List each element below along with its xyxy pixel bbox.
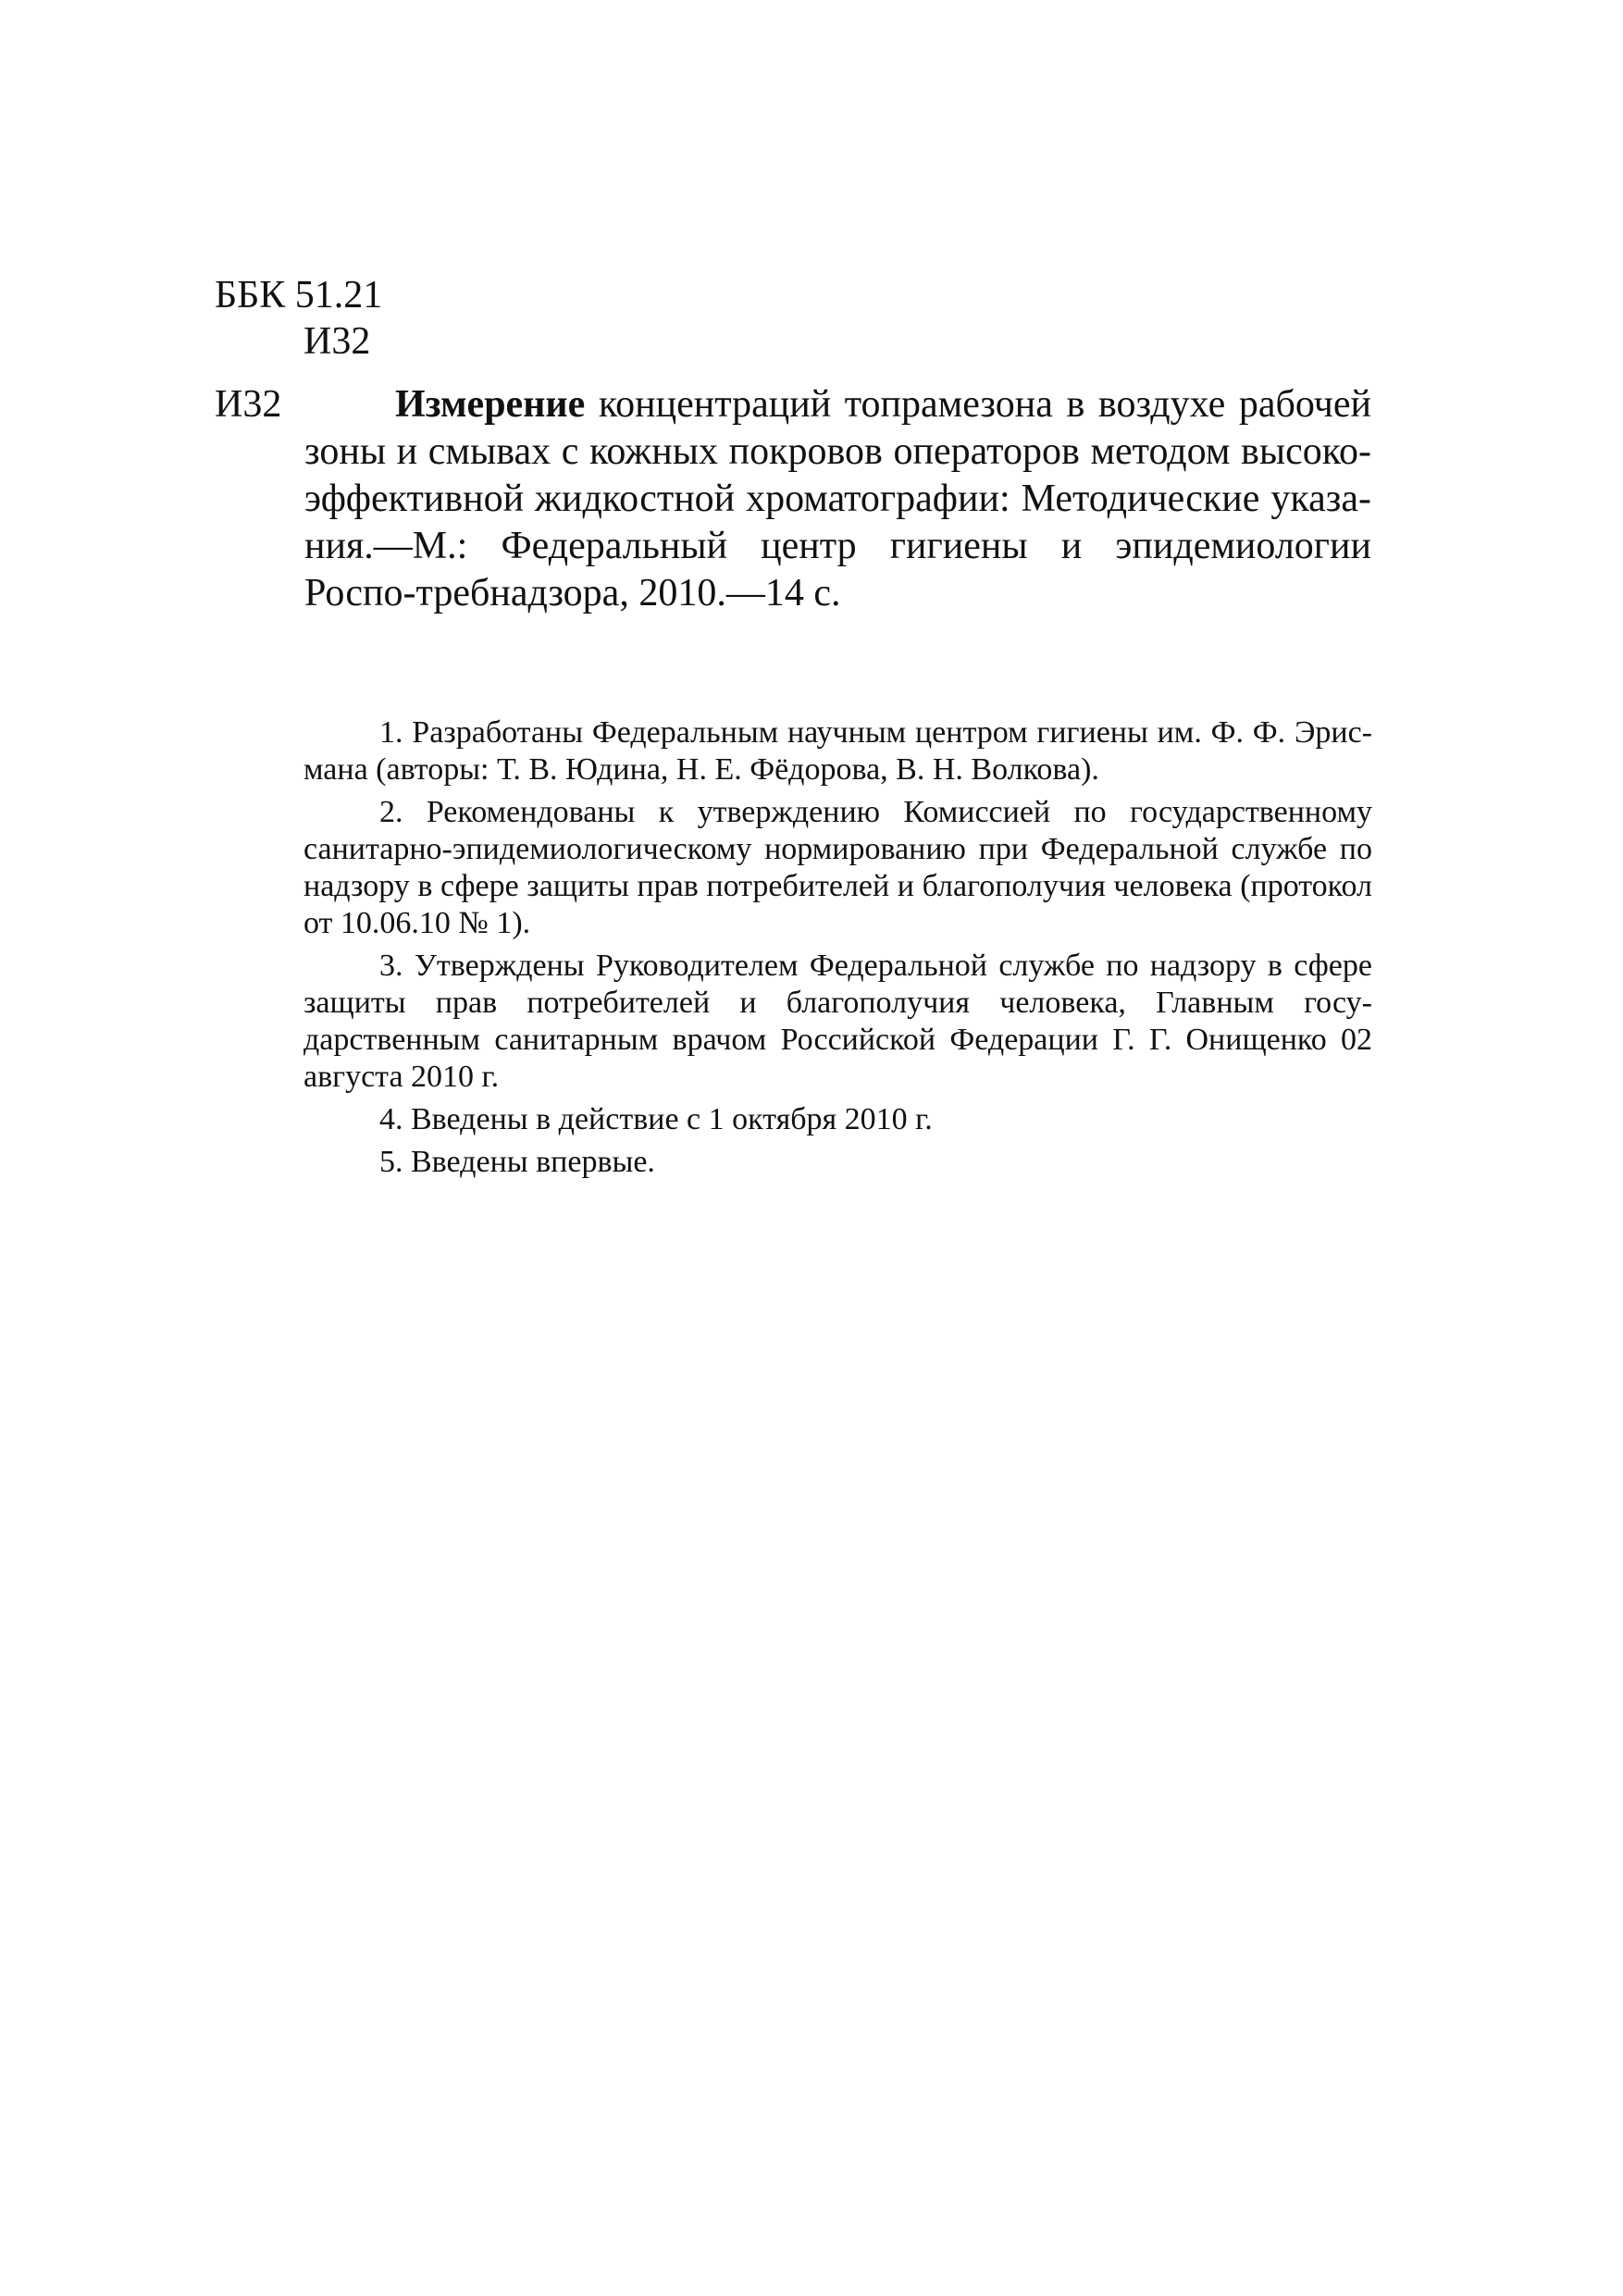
note-item: 4. Введены в действие с 1 октября 2010 г.: [379, 1102, 933, 1136]
note-item: 2. Рекомендованы к утверждению Комиссией по государственному санитарно-эпидемиологическому нормированию при Федеральной службе по надзору в сфере защиты прав потребителей и благополучия человека (протокол от 10.06.10 № 1).: [304, 795, 1372, 940]
bibliographic-entry: [215, 381, 1371, 617]
entry-title-rest: концентраций топрамезона в воздухе рабочей зоны и смывах с кожных покровов операторов методом высоко-эффективной жидкостной хроматографии: Методические указа-ния.—М.: Федеральный центр гигиены и эпидемиологии Роспо-требнадзора, 2010.—14 с.: [304, 383, 1372, 614]
bbk-code: ББК 51.21: [215, 274, 383, 316]
entry-body: [304, 381, 1371, 617]
publication-notes: [304, 714, 1372, 1186]
author-sign: И32: [304, 320, 371, 363]
note-item: 5. Введены впервые.: [379, 1145, 655, 1179]
note-item: 1. Разработаны Федеральным научным центром гигиены им. Ф. Ф. Эрис-мана (авторы: Т. В. Юдина, Н. Е. Фёдорова, В. Н. Волкова).: [304, 715, 1372, 787]
note-item: 3. Утверждены Руководителем Федеральной службе по надзору в сфере защиты прав потребителей и благополучия человека, Главным госу-дарственным санитарным врачом Российской Федерации Г. Г. Онищенко 02 августа 2010 г.: [304, 949, 1372, 1094]
bbk-block: [215, 272, 382, 365]
entry-title-keyword: Измерение: [395, 383, 586, 426]
entry-author-mark: И32: [215, 383, 282, 426]
